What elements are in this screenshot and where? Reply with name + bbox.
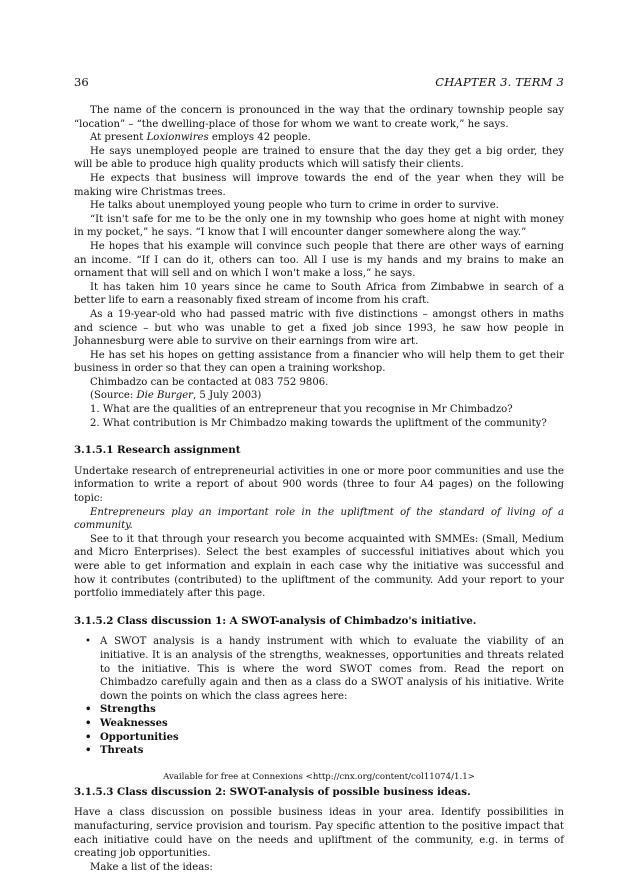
text-run: employs 42 people.: [208, 132, 311, 144]
page-header: [74, 75, 564, 91]
text-run: At present: [90, 132, 147, 144]
section-heading-swot-1: 3.1.5.2 Class discussion 1: A SWOT-analysis of Chimbadzo's initiative.: [74, 614, 477, 627]
bullet-icon: •: [85, 704, 92, 716]
paragraph: He expects that business will improve towards the end of the year when they will be making wire Christmas trees.: [74, 172, 564, 198]
company-name: Loxionwires: [146, 132, 209, 144]
swot-strengths: Strengths: [100, 704, 156, 716]
paragraph: He hopes that his example will convince such people that there are other ways of earning an income. “If I can do it, others can too. All I use is my hands and my brains to make an ornament that will sell and on which I won't make a loss,” he says.: [74, 240, 564, 280]
bullet-icon: •: [85, 731, 92, 743]
paragraph: Have a class discussion on possible business ideas in your area. Identify possibilities in manufacturing, service provision and tourism. Pay specific attention to the positive impact that each initiative could have on the needs and upliftment of the community, e.g. in terms of creating job opportunities.: [74, 807, 564, 860]
paragraph: He talks about unemployed young people who turn to crime in order to survive.: [90, 200, 499, 212]
page-body: [74, 104, 564, 874]
swot-intro: A SWOT analysis is a handy instrument with which to evaluate the viability of an initiative. It is an analysis of the strengths, weaknesses, opportunities and threats related to the initiative. This is where the word SWOT comes from. Read the report on Chimbadzo carefully again and then as a class do a SWOT analysis of his initiative. Write down the points on which the class agrees here:: [100, 636, 564, 702]
list-item: [74, 717, 564, 731]
paragraph: See to it that through your research you become acquainted with SMMEs: (Small, Medium and Micro Enterprises). Select the best examples of successful initiatives about which you were able to get information and explain in each case why the initiative was successful and how it contributes (contributed) to the upliftment of the community. Add your report to your portfolio immediately after this page.: [74, 533, 564, 600]
paragraph: It has taken him 10 years since he came to South Africa from Zimbabwe in search of a better life to earn a reasonably fixed stream of income from his craft.: [74, 281, 564, 307]
list-item: [74, 744, 564, 758]
paragraph: Make a list of the ideas:: [90, 861, 213, 873]
paragraph: [74, 131, 564, 145]
source-title: Die Burger: [136, 390, 194, 402]
list-item: [74, 635, 564, 703]
question-2: 2. What contribution is Mr Chimbadzo making towards the upliftment of the community?: [90, 417, 547, 429]
swot-weaknesses: Weaknesses: [100, 717, 168, 729]
swot-threats: Threats: [100, 745, 144, 757]
section-heading-swot-2: 3.1.5.3 Class discussion 2: SWOT-analysis of possible business ideas.: [74, 785, 471, 798]
swot-list: [74, 635, 564, 757]
swot-opportunities: Opportunities: [100, 731, 179, 743]
source-line: [74, 389, 564, 403]
question-1: 1. What are the qualities of an entrepreneur that you recognise in Mr Chimbadzo?: [90, 404, 513, 416]
bullet-icon: •: [85, 717, 92, 729]
paragraph: “It isn't safe for me to be the only one in my township who goes home at night with money in my pocket,” he says. “I know that I will encounter danger somewhere along the way.”: [74, 213, 564, 239]
page-number: 36: [74, 75, 89, 89]
research-topic: Entrepreneurs play an important role in the upliftment of the standard of living of a community.: [74, 506, 564, 532]
paragraph: He has set his hopes on getting assistance from a financier who will help them to get their business in order so that they can open a training workshop.: [74, 349, 564, 375]
contact-line: Chimbadzo can be contacted at 083 752 9806.: [90, 376, 329, 388]
text-run: , 5 July 2003): [193, 390, 262, 402]
bullet-icon: •: [85, 745, 92, 757]
paragraph: Undertake research of entrepreneurial activities in one or more poor communities and use the information to write a report of about 900 words (three to four A4 pages) on the following topic:: [74, 465, 564, 505]
section-heading-research: 3.1.5.1 Research assignment: [74, 444, 241, 457]
paragraph: He says unemployed people are trained to ensure that the day they get a big order, they will be able to produce high quality products which will satisfy their clients.: [74, 145, 564, 171]
bullet-icon: •: [85, 636, 91, 648]
paragraph: As a 19-year-old who had passed matric with five distinctions – amongst others in maths and science – but who was unable to get a fixed job since 1993, he saw how people in Johannesburg were able to survive on their earnings from wire art.: [74, 308, 564, 348]
paragraph: The name of the concern is pronounced in the way that the ordinary township people say “location” – “the dwelling-place of those for whom we want to create work,” he says.: [74, 105, 564, 130]
list-item: [74, 703, 564, 717]
text-run: (Source:: [90, 390, 137, 402]
page-footer: Available for free at Connexions <http://cnx.org/content/col11074/1.1>: [163, 772, 475, 782]
list-item: [74, 731, 564, 745]
chapter-title: CHAPTER 3. TERM 3: [435, 75, 564, 89]
